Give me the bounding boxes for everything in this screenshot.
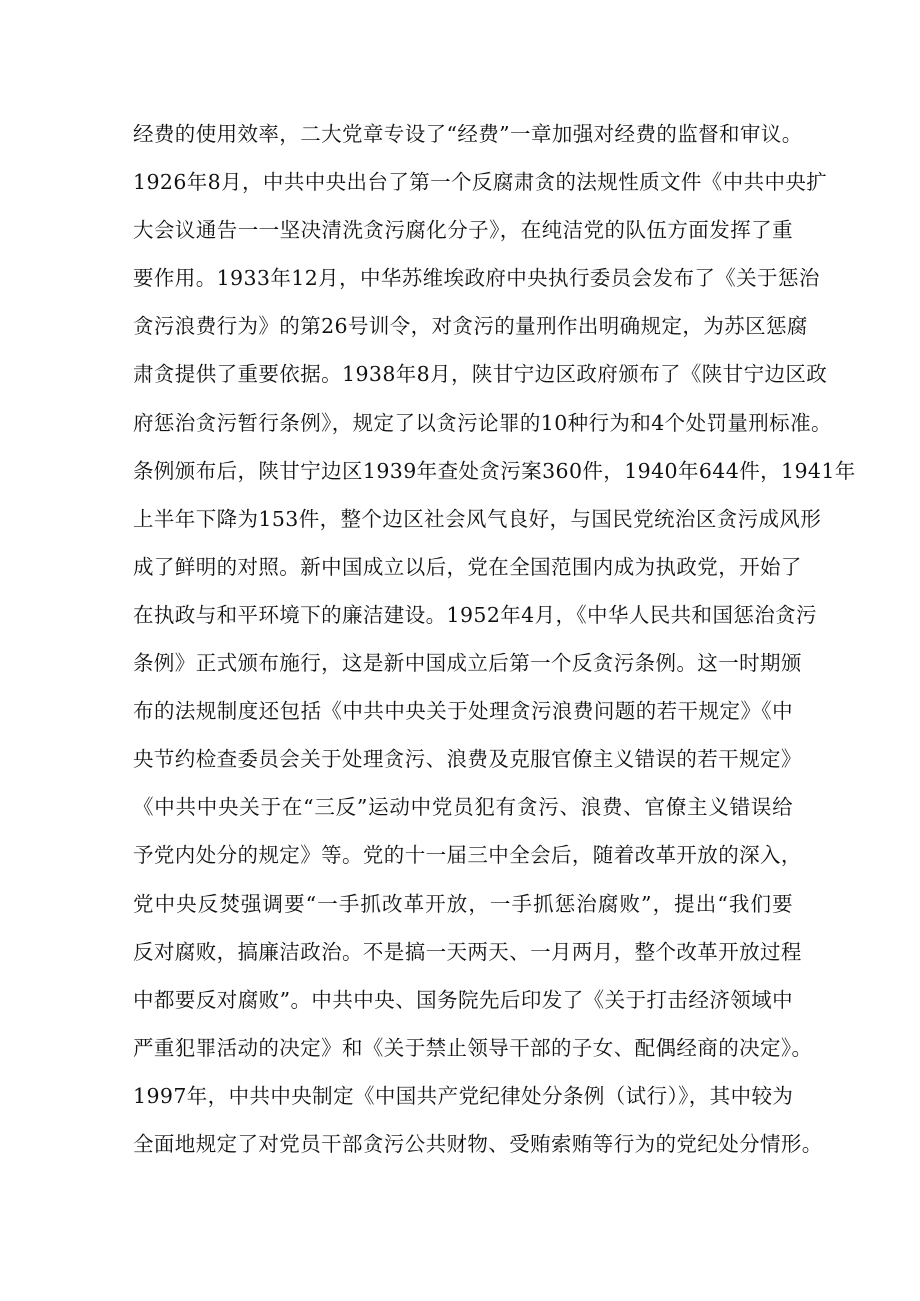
text-line: 央节约检查委员会关于处理贪污、浪费及克服官僚主义错误的若干规定》: [133, 747, 802, 772]
text-line: 成了鲜明的对照。新中国成立以后，党在全国范围内成为执政党，开始了: [133, 554, 802, 579]
text-line: 1926年8月，中共中央出台了第一个反腐肃贪的法规性质文件《中共中央扩: [133, 170, 828, 195]
text-line: 党中央反焚强调要“一手抓改革开放，一手抓惩治腐败”，提出“我们要: [133, 891, 793, 916]
text-line: 在执政与和平环境下的廉洁建设。1952年4月，《中华人民共和国惩治贪污: [133, 602, 817, 627]
text-line: 予党内处分的规定》等。党的十一届三中全会后，随着改革开放的深入，: [133, 843, 802, 868]
text-line: 中都要反对腐败”。中共中央、国务院先后印发了《关于打击经济领域中: [133, 987, 793, 1012]
text-line: 肃贪提供了重要依据。1938年8月，陕甘宁边区政府颁布了《陕甘宁边区政: [133, 362, 828, 387]
text-line: 要作用。1933年12月，中华苏维埃政府中央执行委员会发布了《关于惩治: [133, 266, 820, 291]
text-line: 贪污浪费行为》的第26号训令，对贪污的量刑作出明确规定，为苏区惩腐: [133, 314, 808, 339]
text-line: 大会议通告一一坚决清洗贪污腐化分子》，在纯洁党的队伍方面发挥了重: [133, 218, 793, 243]
text-line: 《中共中央关于在“三反”运动中党员犯有贪污、浪费、官僚主义错误给: [133, 795, 793, 820]
text-line: 经费的使用效率，二大党章专设了“经费”一章加强对经费的监督和审议。: [133, 122, 803, 146]
text-line: 府惩治贪污暂行条例》，规定了以贪污论罪的10种行为和4个处罚量刑标准。: [133, 410, 832, 435]
body-paragraph: [133, 110, 856, 1168]
text-line: 1997年，中共中央制定《中国共产党纪律处分条例（试行）》，其中较为: [133, 1083, 794, 1108]
text-line: 布的法规制度还包括《中共中央关于处理贪污浪费问题的若干规定》《中: [133, 699, 793, 724]
text-line: 严重犯罪活动的决定》和《关于禁止领导干部的子女、配偶经商的决定》。: [133, 1035, 813, 1060]
text-line: 条例颁布后，陕甘宁边区1939年查处贪污案360件，1940年644件，1941年: [133, 458, 856, 483]
text-line: 反对腐败，搞廉洁政治。不是搞一天两天、一月两月，整个改革开放过程: [133, 939, 802, 964]
text-line: 条例》正式颁布施行，这是新中国成立后第一个反贪污条例。这一时期颁: [133, 651, 802, 676]
text-line: 全面地规定了对党员干部贪污公共财物、受贿索贿等行为的党纪处分情形。: [133, 1131, 823, 1156]
text-line: 上半年下降为153件，整个边区社会风气良好，与国民党统治区贪污成风形: [133, 506, 822, 531]
